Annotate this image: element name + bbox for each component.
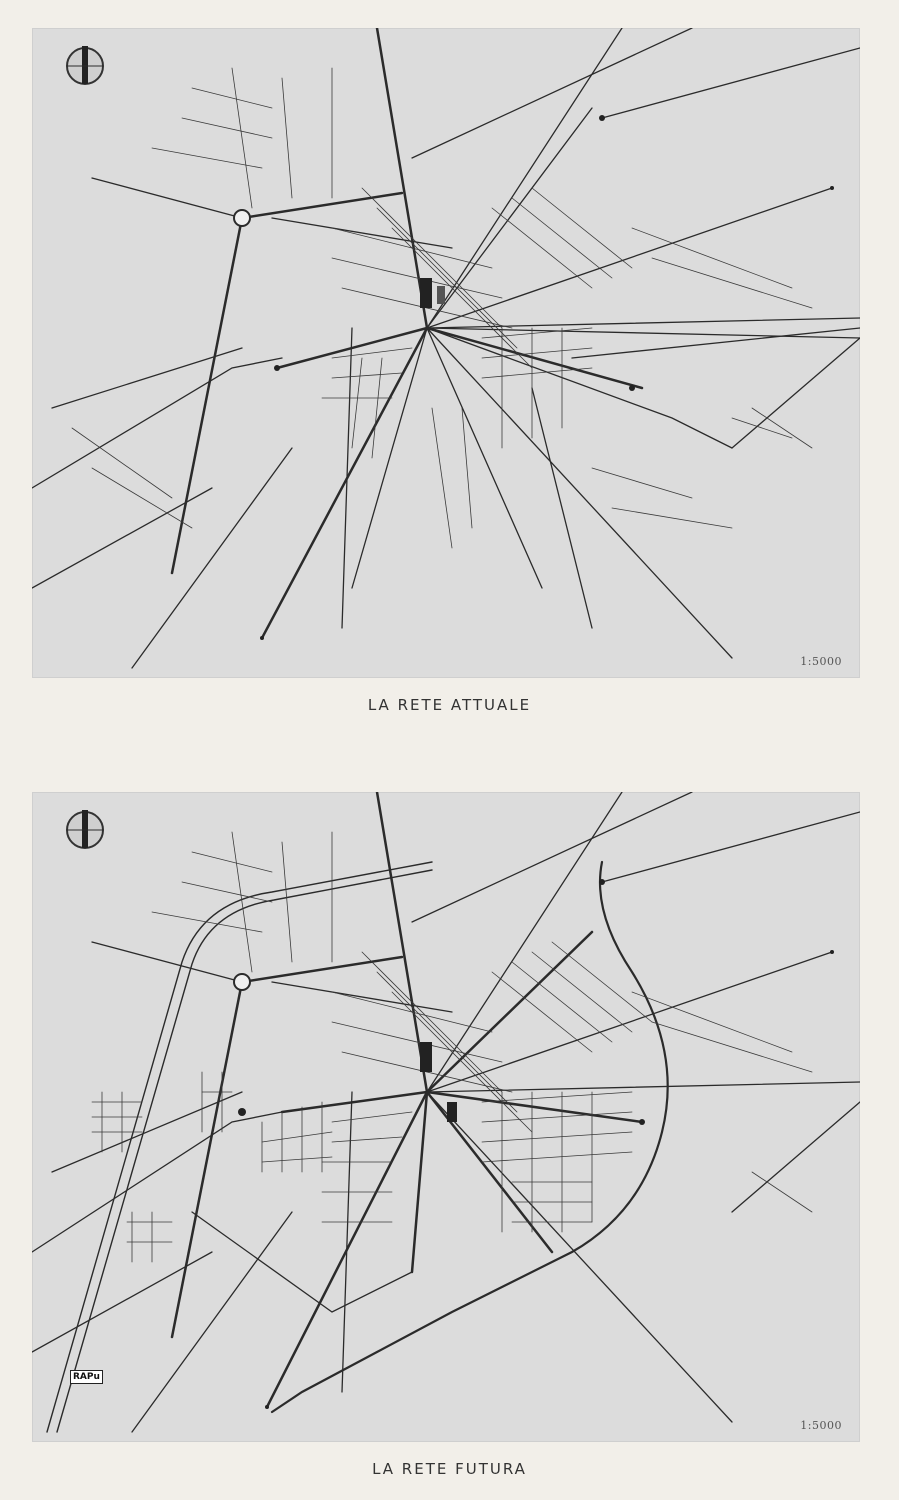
map-scale-label: 1:5000 — [800, 1419, 842, 1432]
map-future-network — [32, 792, 860, 1442]
north-arrow-compass-icon — [67, 810, 103, 848]
future-network-map-drawing — [32, 792, 860, 1442]
map-scale-label: 1:5000 — [800, 655, 842, 668]
map-current-network — [32, 28, 860, 678]
watermark-stamp: RAPu — [70, 1370, 103, 1384]
current-network-map-drawing — [32, 28, 860, 678]
north-arrow-compass-icon — [67, 46, 103, 84]
map-caption-future: LA RETE FUTURA — [372, 1460, 527, 1478]
map-caption-current: LA RETE ATTUALE — [367, 696, 532, 714]
